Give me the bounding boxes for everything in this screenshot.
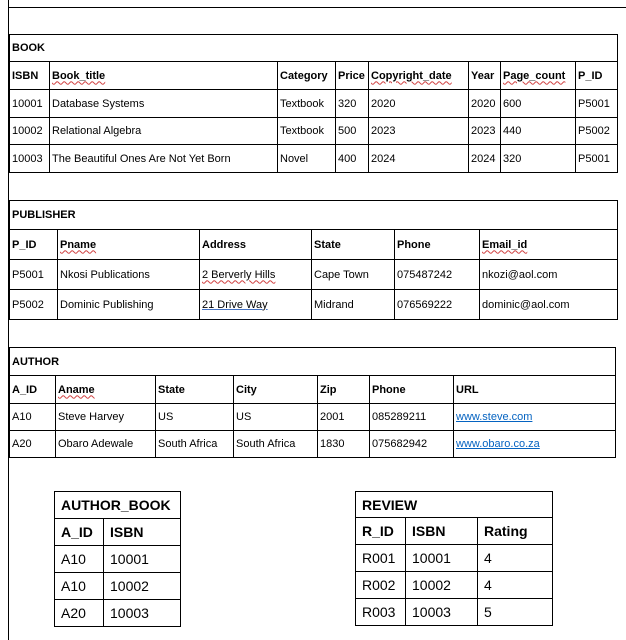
publisher-header-address: Address — [200, 230, 312, 260]
book-table — [9, 34, 618, 173]
publisher-cell: nkozi@aol.com — [480, 260, 618, 290]
book-cell: 500 — [336, 118, 369, 145]
book-header-book-title: Book_title — [50, 62, 278, 90]
author-book-table — [54, 491, 181, 627]
author-book-cell: A20 — [55, 600, 104, 627]
table-row — [10, 118, 618, 145]
publisher-cell: 076569222 — [395, 290, 480, 320]
book-cell: 10001 — [10, 90, 50, 118]
book-cell: P5002 — [576, 118, 618, 145]
table-row — [10, 260, 618, 290]
review-cell: R001 — [356, 545, 406, 572]
author-cell: A10 — [10, 404, 56, 431]
table-row — [55, 546, 181, 573]
publisher-cell: P5001 — [10, 260, 58, 290]
book-cell: Relational Algebra — [50, 118, 278, 145]
publisher-cell: Nkosi Publications — [58, 260, 200, 290]
review-header-r-id: R_ID — [356, 518, 406, 545]
publisher-header-email-id: Email_id — [480, 230, 618, 260]
publisher-cell: Cape Town — [312, 260, 395, 290]
publisher-cell: 2 Berverly Hills — [200, 260, 312, 290]
publisher-cell: P5002 — [10, 290, 58, 320]
publisher-cell: Dominic Publishing — [58, 290, 200, 320]
review-header-isbn: ISBN — [406, 518, 478, 545]
table-row — [55, 573, 181, 600]
author-cell: 1830 — [318, 431, 370, 458]
publisher-cell: 075487242 — [395, 260, 480, 290]
author-url-link[interactable]: www.steve.com — [456, 411, 533, 423]
review-cell: R002 — [356, 572, 406, 599]
author-table — [9, 347, 616, 458]
author-table-title: AUTHOR — [10, 348, 616, 376]
book-cell: 2024 — [469, 145, 501, 173]
author-book-cell: A10 — [55, 546, 104, 573]
book-header-page-count: Page_count — [501, 62, 576, 90]
table-row — [356, 545, 553, 572]
review-cell: R003 — [356, 599, 406, 626]
author-cell: US — [234, 404, 318, 431]
publisher-header-p-id: P_ID — [10, 230, 58, 260]
book-cell: 2020 — [469, 90, 501, 118]
author-book-cell: A10 — [55, 573, 104, 600]
publisher-header-pname: Pname — [58, 230, 200, 260]
book-header-p-id: P_ID — [576, 62, 618, 90]
book-table-title: BOOK — [10, 35, 618, 62]
review-cell: 4 — [478, 545, 553, 572]
author-cell: Obaro Adewale — [56, 431, 156, 458]
author-cell: A20 — [10, 431, 56, 458]
author-cell: Steve Harvey — [56, 404, 156, 431]
book-cell: 440 — [501, 118, 576, 145]
author-cell: South Africa — [234, 431, 318, 458]
book-header-price: Price — [336, 62, 369, 90]
book-cell: Textbook — [278, 118, 336, 145]
page-margin-top — [8, 7, 626, 8]
author-url-link[interactable]: www.obaro.co.za — [456, 438, 540, 450]
book-cell: The Beautiful Ones Are Not Yet Born — [50, 145, 278, 173]
table-row — [10, 145, 618, 173]
book-cell: 320 — [336, 90, 369, 118]
author-header-phone: Phone — [370, 376, 454, 404]
book-cell: 400 — [336, 145, 369, 173]
author-cell — [454, 404, 616, 431]
book-cell: 10002 — [10, 118, 50, 145]
review-header-rating: Rating — [478, 518, 553, 545]
book-cell: 2023 — [469, 118, 501, 145]
book-header-copyright-date: Copyright_date — [369, 62, 469, 90]
author-book-cell: 10002 — [104, 573, 181, 600]
author-header-city: City — [234, 376, 318, 404]
review-table-title: REVIEW — [356, 492, 553, 518]
author-cell: South Africa — [156, 431, 234, 458]
book-header-category: Category — [278, 62, 336, 90]
author-cell: 2001 — [318, 404, 370, 431]
book-cell: P5001 — [576, 90, 618, 118]
author-cell: 085289211 — [370, 404, 454, 431]
publisher-cell: dominic@aol.com — [480, 290, 618, 320]
book-cell: 600 — [501, 90, 576, 118]
publisher-header-state: State — [312, 230, 395, 260]
book-cell: Novel — [278, 145, 336, 173]
author-cell: 075682942 — [370, 431, 454, 458]
table-row — [10, 290, 618, 320]
review-cell: 4 — [478, 572, 553, 599]
book-header-isbn: ISBN — [10, 62, 50, 90]
author-book-cell: 10001 — [104, 546, 181, 573]
book-cell: 320 — [501, 145, 576, 173]
table-row — [356, 572, 553, 599]
author-book-cell: 10003 — [104, 600, 181, 627]
review-cell: 10003 — [406, 599, 478, 626]
publisher-table — [9, 200, 618, 320]
table-row — [10, 431, 616, 458]
table-row — [10, 404, 616, 431]
author-header-state: State — [156, 376, 234, 404]
book-cell: 2023 — [369, 118, 469, 145]
review-table — [355, 491, 553, 626]
book-header-year: Year — [469, 62, 501, 90]
author-book-header-a-id: A_ID — [55, 519, 104, 546]
review-cell: 10002 — [406, 572, 478, 599]
author-cell — [454, 431, 616, 458]
author-header-url: URL — [454, 376, 616, 404]
table-row — [10, 90, 618, 118]
table-row — [55, 600, 181, 627]
review-cell: 10001 — [406, 545, 478, 572]
author-book-header-isbn: ISBN — [104, 519, 181, 546]
publisher-header-phone: Phone — [395, 230, 480, 260]
review-cell: 5 — [478, 599, 553, 626]
book-cell: Database Systems — [50, 90, 278, 118]
publisher-cell: 21 Drive Way — [200, 290, 312, 320]
book-cell: P5001 — [576, 145, 618, 173]
book-cell: 2020 — [369, 90, 469, 118]
author-header-zip: Zip — [318, 376, 370, 404]
publisher-table-title: PUBLISHER — [10, 201, 618, 230]
author-book-table-title: AUTHOR_BOOK — [55, 492, 181, 519]
publisher-cell: Midrand — [312, 290, 395, 320]
book-cell: Textbook — [278, 90, 336, 118]
table-row — [356, 599, 553, 626]
book-cell: 2024 — [369, 145, 469, 173]
book-cell: 10003 — [10, 145, 50, 173]
author-header-a-id: A_ID — [10, 376, 56, 404]
author-header-aname: Aname — [56, 376, 156, 404]
author-cell: US — [156, 404, 234, 431]
